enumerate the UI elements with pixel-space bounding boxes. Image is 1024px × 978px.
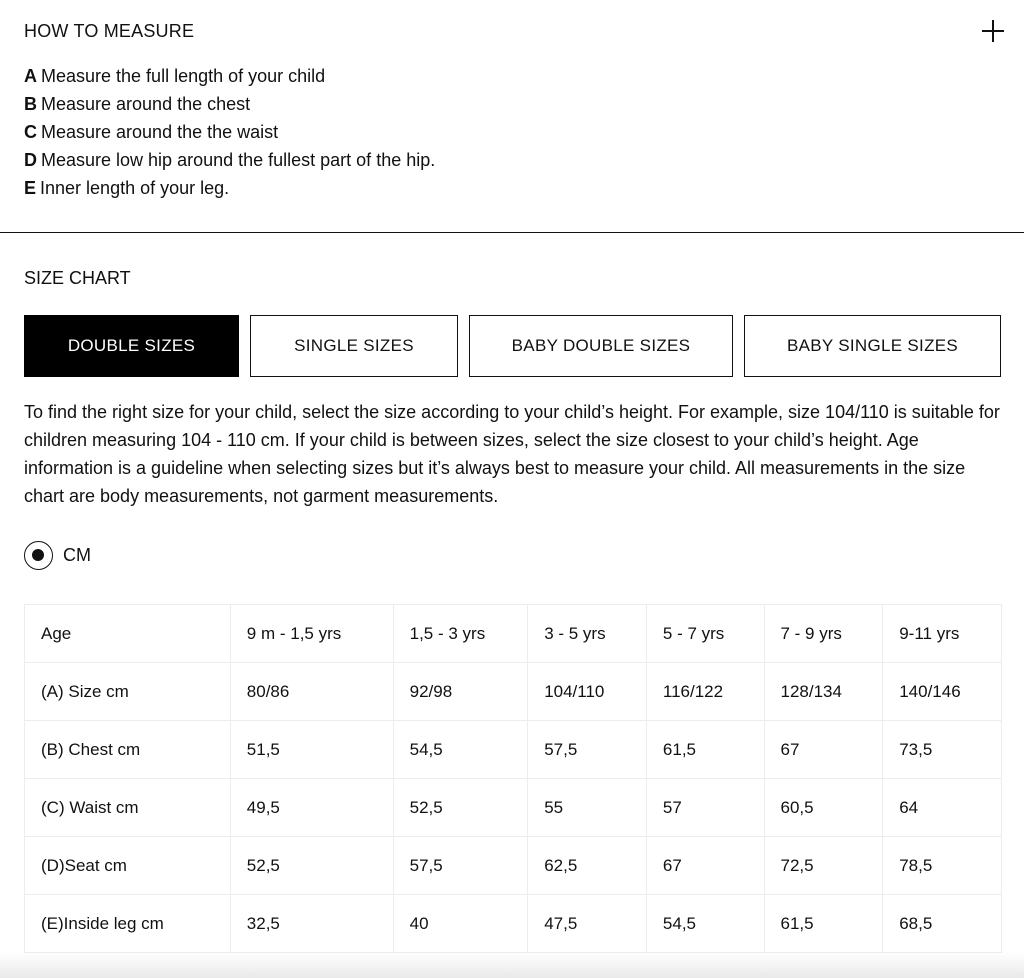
table-cell: 3 - 5 yrs bbox=[528, 605, 647, 663]
measure-item-c bbox=[24, 118, 435, 146]
how-to-measure-header[interactable] bbox=[24, 18, 1004, 44]
size-chart-title: SIZE CHART bbox=[24, 268, 131, 288]
measure-item-e bbox=[24, 174, 435, 202]
table-cell: 104/110 bbox=[528, 663, 647, 721]
table-cell: 68,5 bbox=[883, 895, 1002, 953]
table-cell: 72,5 bbox=[764, 837, 883, 895]
measure-letter: C bbox=[24, 122, 37, 142]
table-cell: 5 - 7 yrs bbox=[646, 605, 764, 663]
table-cell: 9 m - 1,5 yrs bbox=[230, 605, 393, 663]
table-cell: 67 bbox=[646, 837, 764, 895]
table-row-size bbox=[25, 663, 1002, 721]
table-cell: 7 - 9 yrs bbox=[764, 605, 883, 663]
table-cell: 55 bbox=[528, 779, 647, 837]
measure-letter: E bbox=[24, 178, 37, 198]
measure-letter: D bbox=[24, 150, 37, 170]
table-row-header: (C) Waist cm bbox=[25, 779, 231, 837]
table-cell: 57,5 bbox=[528, 721, 647, 779]
table-row-seat bbox=[25, 837, 1002, 895]
measure-item-a bbox=[24, 62, 435, 90]
measure-text: Measure around the the waist bbox=[41, 122, 279, 142]
table-cell: 64 bbox=[883, 779, 1002, 837]
table-cell: 140/146 bbox=[883, 663, 1002, 721]
table-cell: 57 bbox=[646, 779, 764, 837]
measure-text: Measure the full length of your child bbox=[41, 66, 326, 86]
table-row-header: (A) Size cm bbox=[25, 663, 231, 721]
measure-item-b bbox=[24, 90, 435, 118]
table-row-inside-leg bbox=[25, 895, 1002, 953]
measure-letter: A bbox=[24, 66, 37, 86]
unit-label-cm: CM bbox=[63, 545, 91, 565]
tab-double-sizes[interactable]: DOUBLE SIZES bbox=[24, 315, 239, 377]
how-to-measure-title: HOW TO MEASURE bbox=[24, 20, 195, 41]
table-cell: 61,5 bbox=[646, 721, 764, 779]
table-cell: 47,5 bbox=[528, 895, 647, 953]
table-row-waist bbox=[25, 779, 1002, 837]
unit-radio-cm[interactable] bbox=[24, 541, 53, 570]
tab-single-sizes[interactable]: SINGLE SIZES bbox=[250, 315, 458, 377]
size-chart-description: To find the right size for your child, select the size according to your child’s height. For example, size 104/110 is suitable for children measuring 104 - 110 cm. If your child is between sizes, select the size closest to your child’s height. Age information is a guideline when selecting sizes but it’s always best to measure your child. All measurements in the size chart are body measurements, not garment measurements. bbox=[24, 402, 1000, 506]
table-cell: 60,5 bbox=[764, 779, 883, 837]
table-cell: 57,5 bbox=[393, 837, 528, 895]
measure-instructions-list bbox=[24, 62, 435, 202]
measure-text: Inner length of your leg. bbox=[40, 178, 230, 198]
table-cell: 51,5 bbox=[230, 721, 393, 779]
table-row-age bbox=[25, 605, 1002, 663]
section-divider bbox=[0, 232, 1024, 233]
table-cell: 1,5 - 3 yrs bbox=[393, 605, 528, 663]
measure-item-d bbox=[24, 146, 435, 174]
table-cell: 73,5 bbox=[883, 721, 1002, 779]
tab-baby-double-sizes[interactable]: BABY DOUBLE SIZES bbox=[469, 315, 733, 377]
unit-selector bbox=[24, 541, 91, 570]
table-cell: 67 bbox=[764, 721, 883, 779]
table-row-chest bbox=[25, 721, 1002, 779]
table-cell: 54,5 bbox=[393, 721, 528, 779]
table-cell: 52,5 bbox=[393, 779, 528, 837]
bottom-scroll-fade bbox=[0, 952, 1024, 978]
table-cell: 80/86 bbox=[230, 663, 393, 721]
tab-baby-single-sizes[interactable]: BABY SINGLE SIZES bbox=[744, 315, 1001, 377]
measure-text: Measure around the chest bbox=[41, 94, 251, 114]
table-cell: 128/134 bbox=[764, 663, 883, 721]
table-row-header: (D)Seat cm bbox=[25, 837, 231, 895]
table-cell: 61,5 bbox=[764, 895, 883, 953]
table-cell: 52,5 bbox=[230, 837, 393, 895]
measure-letter: B bbox=[24, 94, 37, 114]
table-cell: 9-11 yrs bbox=[883, 605, 1002, 663]
size-table bbox=[24, 604, 1002, 953]
table-cell: 32,5 bbox=[230, 895, 393, 953]
table-cell: 92/98 bbox=[393, 663, 528, 721]
table-cell: 40 bbox=[393, 895, 528, 953]
table-cell: 49,5 bbox=[230, 779, 393, 837]
size-type-tabs bbox=[24, 315, 1001, 377]
plus-icon[interactable] bbox=[982, 20, 1004, 42]
table-row-header: (E)Inside leg cm bbox=[25, 895, 231, 953]
table-cell: 62,5 bbox=[528, 837, 647, 895]
table-cell: 54,5 bbox=[646, 895, 764, 953]
measure-text: Measure low hip around the fullest part of the hip. bbox=[41, 150, 436, 170]
table-row-header: Age bbox=[25, 605, 231, 663]
table-cell: 116/122 bbox=[646, 663, 764, 721]
table-cell: 78,5 bbox=[883, 837, 1002, 895]
table-row-header: (B) Chest cm bbox=[25, 721, 231, 779]
